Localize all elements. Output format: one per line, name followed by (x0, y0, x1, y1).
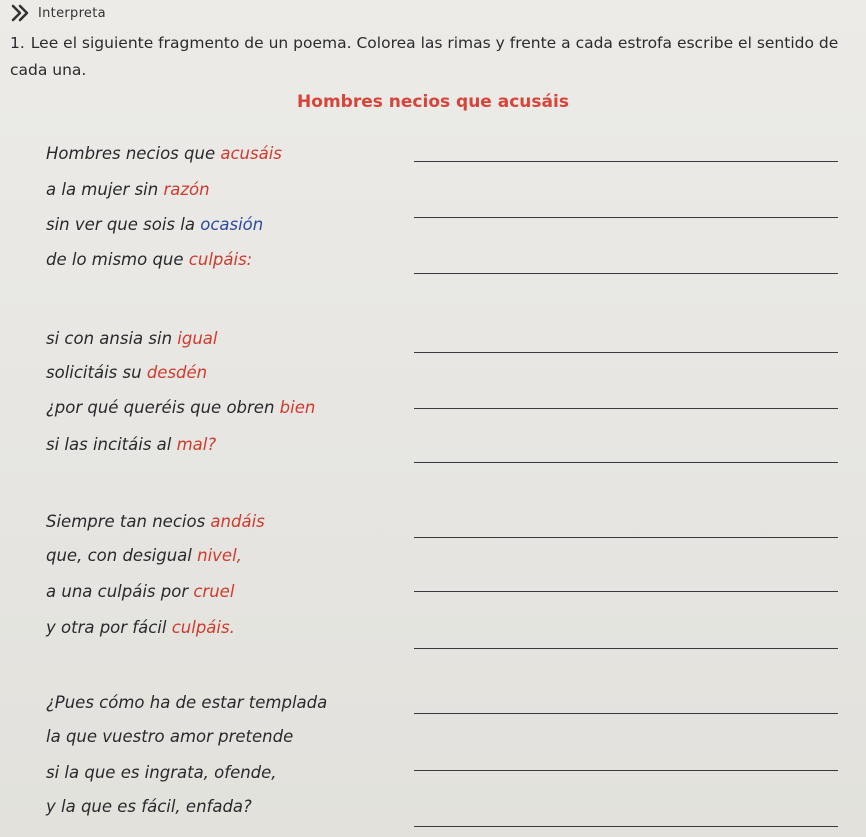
rhyme-word: culpáis: (188, 250, 253, 269)
rhyme-word: acusáis (220, 144, 282, 163)
answer-line[interactable] (414, 462, 838, 463)
verse-text: y la que es fácil, enfada? (46, 797, 252, 816)
poem-verse (46, 546, 242, 565)
answer-line[interactable] (414, 826, 838, 827)
verse-text: de lo mismo que (46, 250, 189, 269)
rhyme-word: bien (279, 398, 316, 417)
verse-text: sin ver que sois la (46, 215, 201, 234)
poem-verse (46, 693, 327, 712)
instruction-text: Lee el siguiente fragmento de un poema. Colorea las rimas y frente a cada estrofa escribe el sentido de cada una. (10, 34, 839, 79)
verse-text: si las incitáis al (46, 435, 177, 454)
verse-text: la que vuestro amor pretende (46, 727, 294, 746)
answer-line[interactable] (414, 217, 838, 218)
rhyme-word: cruel (193, 582, 235, 601)
poem-verse (46, 144, 282, 163)
poem-verse (46, 797, 252, 816)
rhyme-word: nivel, (197, 546, 242, 565)
poem-verse (46, 582, 234, 601)
rhyme-word: desdén (146, 363, 208, 382)
section-header (10, 4, 106, 22)
answer-line[interactable] (414, 591, 838, 592)
verse-text: solicitáis su (46, 363, 147, 382)
answer-line[interactable] (414, 273, 838, 274)
double-chevron-right-icon (10, 4, 32, 22)
poem-title: Hombres necios que acusáis (297, 92, 569, 112)
rhyme-word: igual (177, 329, 218, 348)
verse-text: si la que es ingrata, ofende, (46, 763, 277, 782)
poem-verse (46, 763, 277, 782)
verse-text: Hombres necios que (46, 144, 221, 163)
verse-text: que, con desigual (46, 546, 198, 565)
poem-verse (46, 180, 210, 199)
poem-verse (46, 398, 315, 417)
answer-line[interactable] (414, 648, 838, 649)
verse-text: Siempre tan necios (46, 512, 211, 531)
verse-text: ¿por qué queréis que obren (46, 398, 280, 417)
rhyme-word: mal? (176, 435, 217, 454)
section-label: Interpreta (38, 5, 106, 21)
instruction-number: 1. (10, 34, 25, 52)
poem-verse (46, 363, 207, 382)
verse-text: a una culpáis por (46, 582, 194, 601)
poem-verse (46, 329, 218, 348)
rhyme-word: culpáis. (171, 618, 235, 637)
poem-verse (46, 618, 235, 637)
verse-text: ¿Pues cómo ha de estar templada (46, 693, 328, 712)
instruction (10, 30, 855, 84)
rhyme-word: andáis (210, 512, 265, 531)
answer-line[interactable] (414, 408, 838, 409)
verse-text: a la mujer sin (46, 180, 164, 199)
poem-verse (46, 512, 265, 531)
poem-verse (46, 727, 293, 746)
answer-line[interactable] (414, 161, 838, 162)
verse-text: y otra por fácil (46, 618, 172, 637)
answer-line[interactable] (414, 713, 838, 714)
poem-verse (46, 250, 252, 269)
rhyme-word: razón (163, 180, 210, 199)
answer-line[interactable] (414, 770, 838, 771)
answer-line[interactable] (414, 352, 838, 353)
answer-line[interactable] (414, 537, 838, 538)
poem-verse (46, 215, 263, 234)
poem-verse (46, 435, 216, 454)
rhyme-word: ocasión (200, 215, 264, 234)
verse-text: si con ansia sin (46, 329, 178, 348)
